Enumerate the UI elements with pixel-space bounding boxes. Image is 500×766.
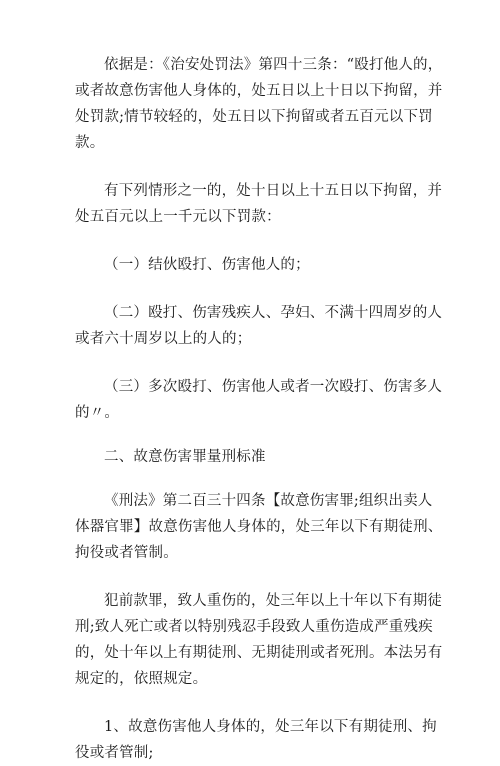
list-item-3: （三）多次殴打、伤害他人或者一次殴打、伤害多人的〃。 <box>75 379 443 421</box>
paragraph-aggravating-circumstances: 有下列情形之一的，处十日以上十五日以下拘留，并处五百元以上一千元以下罚款： <box>75 183 443 225</box>
paragraph-serious-injury: 犯前款罪，致人重伤的，处三年以上十年以下有期徒刑;致人死亡或者以特别残忍手段致人重伤造成严重残疾的，处十年以上有期徒刑、无期徒刑或者死刑。本法另有规定的，依照规定。 <box>75 593 443 687</box>
paragraph-legal-basis: 依据是：《治安处罚法》第四十三条：“殴打他人的，或者故意伤害他人身体的，处五日以上十日以下拘留，并处罚款;情节较轻的，处五日以下拘留或者五百元以下罚款。 <box>75 57 443 151</box>
paragraph-criminal-law: 《刑法》第二百三十四条【故意伤害罪;组织出卖人体器官罪】故意伤害他人身体的，处三年以下有期徒刑、拘役或者管制。 <box>75 493 443 561</box>
paragraph-sentencing-item-1: 1、故意伤害他人身体的，处三年以下有期徒刑、拘役或者管制; <box>75 719 437 761</box>
list-item-1: （一）结伙殴打、伤害他人的； <box>104 257 310 273</box>
section-heading: 二、故意伤害罪量刑标准 <box>104 449 266 465</box>
list-item-2: （二）殴打、伤害残疾人、孕妇、不满十四周岁的人或者六十周岁以上的人的； <box>75 305 443 347</box>
